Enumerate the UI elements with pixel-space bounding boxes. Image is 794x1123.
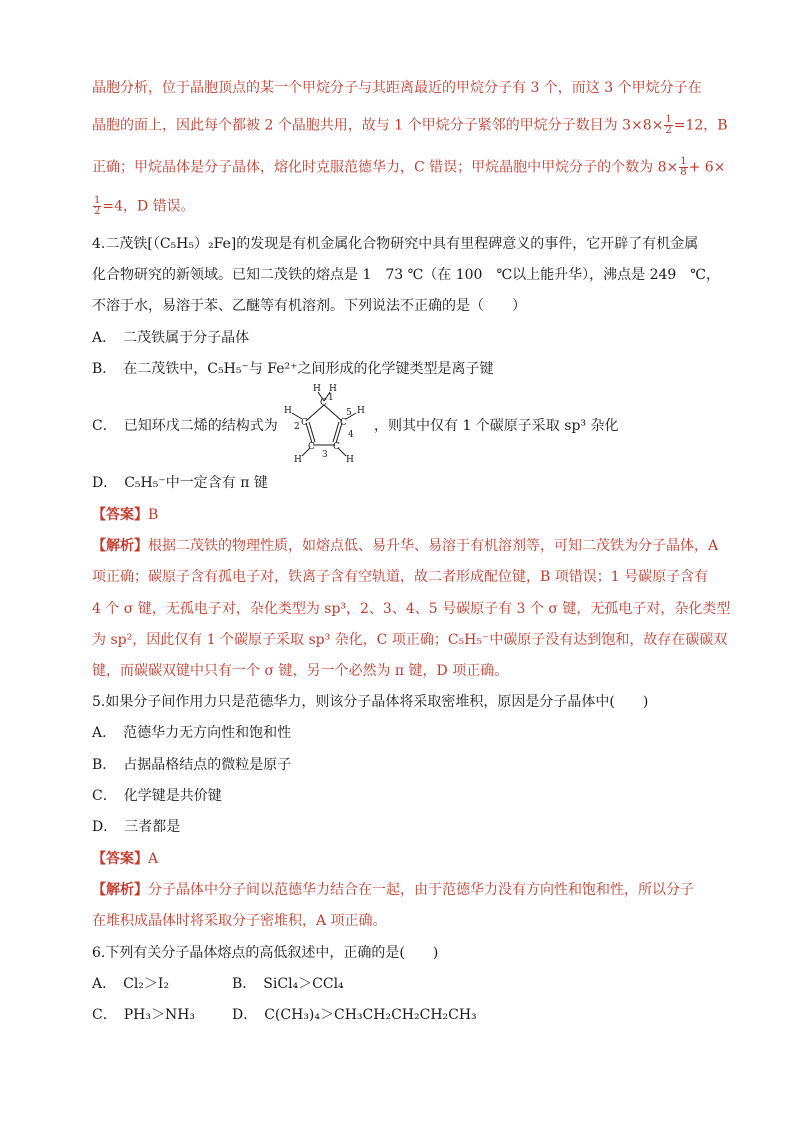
option-c-pre: C． 已知环戊二烯的结构式为 [92,418,278,434]
label-3: 3 [322,450,328,460]
fraction: $\frac{1}{2}$ [94,195,101,217]
analysis-text-line: 4 个 σ 键，无孤电子对，杂化类型为 sp³，2、3、4、5 号碳原子有 3 个 σ 键，无孤电子对，杂化类型 [92,601,731,617]
answer-line [92,849,158,869]
analysis-text-line: 键，而碳碳双键中只有一个 σ 键，另一个必然为 π 键，D 项正确。 [92,663,509,679]
analysis-text-line: 晶胞分析，位于晶胞顶点的某一个甲烷分子与其距离最近的甲烷分子有 3 个，而这 3 个甲烷分子在 [92,80,702,96]
option-d: D． C₅H₅⁻中一定含有 π 键 [92,475,268,491]
atom-h: H [329,384,337,394]
question-5-stem: 5.如果分子间作用力只是范德华力，则该分子晶体将采取密堆积，原因是分子晶体中( ) [92,694,649,710]
question-4-stem: 不溶于水，易溶于苯、乙醚等有机溶剂。下列说法不正确的是（ ） [92,298,526,314]
analysis-text-line: 正确；甲烷晶体是分子晶体，熔化时克服范德华力，C 错误；甲烷晶胞中甲烷分子的个数为 8× $\frac{1}{8}$ + 6× [92,156,726,178]
answer-tag: 【答案】 [92,507,148,523]
question-6-stem: 6.下列有关分子晶体熔点的高低叙述中，正确的是( ) [92,945,439,961]
option-a: A． 二茂铁属于分子晶体 [92,330,250,346]
atom-c4: C [333,442,340,452]
analysis-text-line: 项正确；碳原子含有孤电子对，铁离子含有空轨道，故二者形成配位键，B 项错误；1 号碳原子含有 [92,569,709,585]
atom-h: H [346,455,354,463]
atom-h: H [357,406,365,416]
option-b: B． 占据晶格结点的微粒是原子 [92,757,292,773]
atom-c5: C [340,418,347,428]
fraction: $\frac{1}{8}$ [680,156,687,178]
analysis-text-line: 【解析】分子晶体中分子间以范德华力结合在一起，由于范德华力没有方向性和饱和性，所以分子 [92,882,694,898]
label-1: 1 [328,393,334,403]
question-4-stem: 化合物研究的新领域。已知二茂铁的熔点是 1 73 ℃（在 100 ℃以上能升华），沸点是 249 ℃， [92,267,720,283]
option-d: D． 三者都是 [92,819,181,835]
option-d: D． C(CH₃)₄＞CH₃CH₂CH₂CH₂CH₃ [232,1007,477,1023]
atom-c2: C [301,418,308,428]
option-b: B． 在二茂铁中，C₅H₅⁻与 Fe²⁺之间形成的化学键类型是离子键 [92,361,494,377]
answer-tag: 【答案】 [92,851,148,867]
analysis-text-line: $\frac{1}{2}$ =4，D 错误。 [94,195,195,217]
question-4-stem: 4.二茂铁[（C₅H₅）₂Fe]的发现是有机金属化合物研究中具有里程碑意义的事件，它开辟了有机金属 [92,236,699,252]
atom-h: H [284,406,292,416]
option-c: C． PH₃＞NH₃ [92,1007,196,1023]
analysis-text-line: 晶胞的面上，因此每个都被 2 个晶胞共用，故与 1 个甲烷分子紧邻的甲烷分子数目为 3×8× $\frac{1}{2}$ =12，B [92,114,728,136]
analysis-text-line: 【解析】根据二茂铁的物理性质，如熔点低、易升华、易溶于有机溶剂等，可知二茂铁为分子晶体，A [92,538,719,554]
atom-h: H [294,455,302,463]
option-b: B． SiCl₄＞CCl₄ [232,976,344,992]
label-5: 5 [346,408,352,418]
answer-value: A [148,851,159,867]
analysis-text-line: 在堆积成晶体时将采取分子密堆积，A 项正确。 [92,913,387,929]
option-a: A． Cl₂＞I₂ [92,976,170,992]
cyclopentadiene-structure [278,383,370,463]
option-a: A． 范德华力无方向性和饱和性 [92,725,292,741]
atom-c3: C [308,442,315,452]
answer-line [92,505,158,525]
answer-value: B [148,507,159,523]
analysis-text-line: 为 sp²，因此仅有 1 个碳原子采取 sp³ 杂化，C 项正确；C₅H₅⁻中碳原子没有达到饱和，故存在碳碳双 [92,632,728,648]
label-4: 4 [348,430,354,440]
label-2: 2 [294,422,300,432]
option-c-post: ，则其中仅有 1 个碳原子采取 sp³ 杂化 [374,418,619,434]
option-c: C． 化学键是共价键 [92,788,222,804]
atom-c1: C [320,398,327,408]
fraction: $\frac{1}{2}$ [665,114,672,136]
atom-h: H [313,384,321,394]
